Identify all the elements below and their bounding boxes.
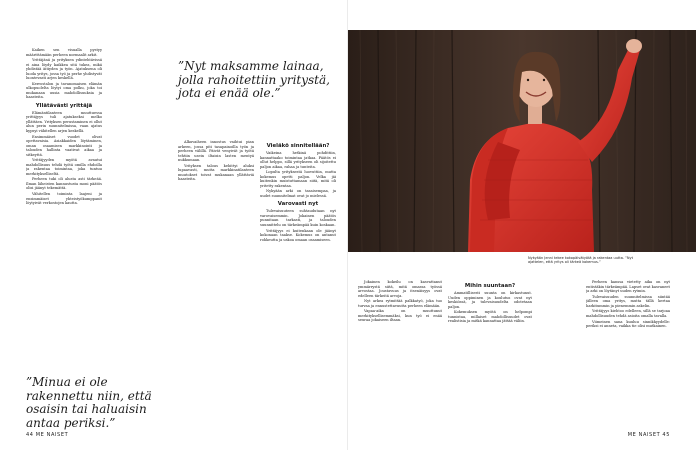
page-folio-left: 44 ME NAISET [26, 432, 69, 438]
section-heading: Mihin suuntaan? [464, 283, 516, 289]
left-column-1 [26, 48, 102, 348]
portrait-photo [348, 30, 696, 252]
paragraph: Lopulta yrityksestä luovuttiin, mutta kokemus opetti paljon. Velka jäi kuitenkin muistuttamaan siitä, mitä oli yritetty rakentaa. [260, 170, 336, 188]
paragraph: Yrittäjyys ei kuitenkaan ole jäänyt kokonaan taakse. Kokemus on antanut rohkeutta ja uskoa omaan osaamiseen. [260, 228, 336, 242]
paragraph: Yrittäjänä ja yrityksen ydintehtävissä ei aina löydy kaikkea sitä tukea, mikä yhdistää äitiyden ja työn. Ajatuksena oli luoda yritys, jossa työ ja perhe yhdistyvät luontevasti arjen keskellä. [26, 58, 102, 81]
intro-text [26, 48, 102, 100]
paragraph: Perheen tuki oli alusta asti tärkeää. Ilman läheisten kannustusta moni päätös olisi jäänyt tekemättä. [26, 177, 102, 191]
paragraph: Vaikeina hetkinä pohdittiin, kannattaako toimintaa jatkaa. Päätös ei ollut helppo, sillä yritykseen oli sijoitettu paljon aikaa, rahaa ja tunteita. [260, 151, 336, 169]
page-folio-right: ME NAISET 45 [627, 432, 670, 438]
paragraph: Kokemuksen myötä on helpompi tunnistaa, millaiset mahdollisuudet ovat realistisia ja mitkä kannattaa jättää väliin. [448, 310, 532, 324]
paragraph: Vähitellen toiminta laajeni ja ensimmäiset yhteistyökumppanit löytyivät verkostojen kautta. [26, 192, 102, 206]
paragraph: Tulevaisuuteen suhtaudutaan nyt varovaisemmin. Jokainen päätös punnitaan tarkasti, ja talouden suunnittelu on tärkeämpää kuin koskaan. [260, 209, 336, 227]
section-heading: Vieläkö sinnitellään? [266, 143, 330, 149]
paragraph: Tulevaisuuden suunnitelmissa siintää jälleen oma yritys, mutta tällä kertaa harkitummin ja pienemmin askelin. [586, 294, 670, 308]
paragraph: Kaiken sen visualla pystyy määrittämään perheen normaalit arkit. [26, 48, 102, 57]
right-column-2 [448, 280, 532, 430]
section-heading: Yllätävästi yrittäjä [35, 102, 93, 109]
paragraph: Kerrostalon ja tavanomaisen elämän ulkopuolelta löytyi oma polku, joka toi mukanaan uusia mahdollisuuksia ja haasteita. [26, 81, 102, 100]
paragraph: Nykyään arki on tasaisempaa, ja uudet suunnitelmat ovat jo mielessä. [260, 189, 336, 198]
paragraph: Ammatillisesti suunta on kirkastunut. Uuden oppiminen ja koulutus ovat nyt keskiössä, ja tulevaisuudelta odotetaan paljon. [448, 291, 532, 309]
paragraph: Yrityksen talous kehittyi aluksi lupaavasti, mutta markkinatilanteen muutokset toivat mukanaan yllättäviä haasteita. [178, 163, 254, 182]
paragraph: Alkuvaiheen innostus vaihtui pian arkeen, jossa piti tasapainoilla työn ja perheen välillä. Päivät venyivät ja työtä tehtiin usein iltaisin lasten mentyä nukkumaan. [178, 140, 254, 162]
paragraph: Viimeinen sana kuuluu sinnikkyydelle: periksi ei anneta, vaikka tie olisi mutkainen. [586, 319, 670, 329]
paragraph: Yrittäjyys kiehtoo edelleen, sillä se tarjoaa mahdollisuuden tehdä asioita omalla tavalla. [586, 309, 670, 318]
paragraph: Jokainen kokeilu on kasvattanut ymmärrystä siitä, mitä omassa työssä arvostaa. Joustavuus ja itsenäisyys ovat edelleen tärkeitä arvoja. [358, 280, 442, 298]
right-page [348, 0, 696, 450]
portrait-illustration [348, 30, 696, 252]
photo-caption: Nykyään Jenni tekee kokopäivätyötä ja rakentaa uutta. ”Nyt ajattelen, että yritys oli tärkeä kokemus.” [528, 256, 633, 265]
right-column-3 [586, 280, 670, 430]
paragraph: Ensimmäiset vuodet olivat opettavaisia. Asiakkaiden löytäminen, oman osaamisen markkinointi ja talouden hallinta vaativat aikaa ja sitkeyttä. [26, 134, 102, 157]
paragraph: Perheen kanssa vietetty aika on nyt entistäkin tärkeämpää. Lapset ovat kasvaneet ja arki on löytänyt uuden rytmin. [586, 280, 670, 293]
paragraph: Elämäntilanteen muuttuessa yrittäjyys tuli ajatukseksi melko yllättäen. Yrityksen perustaminen ei ollut alun perin suunnitelmissa, vaan ajatus kypsyi vähitellen arjen keskellä. [26, 110, 102, 133]
pull-quote-bottom: ”Minua ei ole rakennettu niin, että osaisin tai haluaisin antaa periksi.” [26, 375, 152, 430]
paragraph: Vapaa-aika on muuttunut merkityksellisemmäksi, kun työ ei enää seuraa jokaiseen iltaan. [358, 309, 442, 323]
left-column-3 [260, 140, 336, 430]
section-heading: Varovasti nyt [277, 201, 319, 208]
left-column-2 [178, 140, 254, 430]
paragraph: Nyt arkea rytmittää palkkatyö, joka tuo turvaa ja ennustettavuutta perheen elämään. [358, 299, 442, 308]
right-column-1 [358, 280, 442, 430]
paragraph: Yrittäjyyden myötä avautui mahdollisuus tehdä työtä omilla ehdoilla ja rakentaa toimintaa, joka tuntuu merkitykselliseltä. [26, 158, 102, 176]
pull-quote-top: ”Nyt maksamme lainaa, jolla rahoitettiin yritystä, jota ei enää ole.” [178, 59, 330, 100]
